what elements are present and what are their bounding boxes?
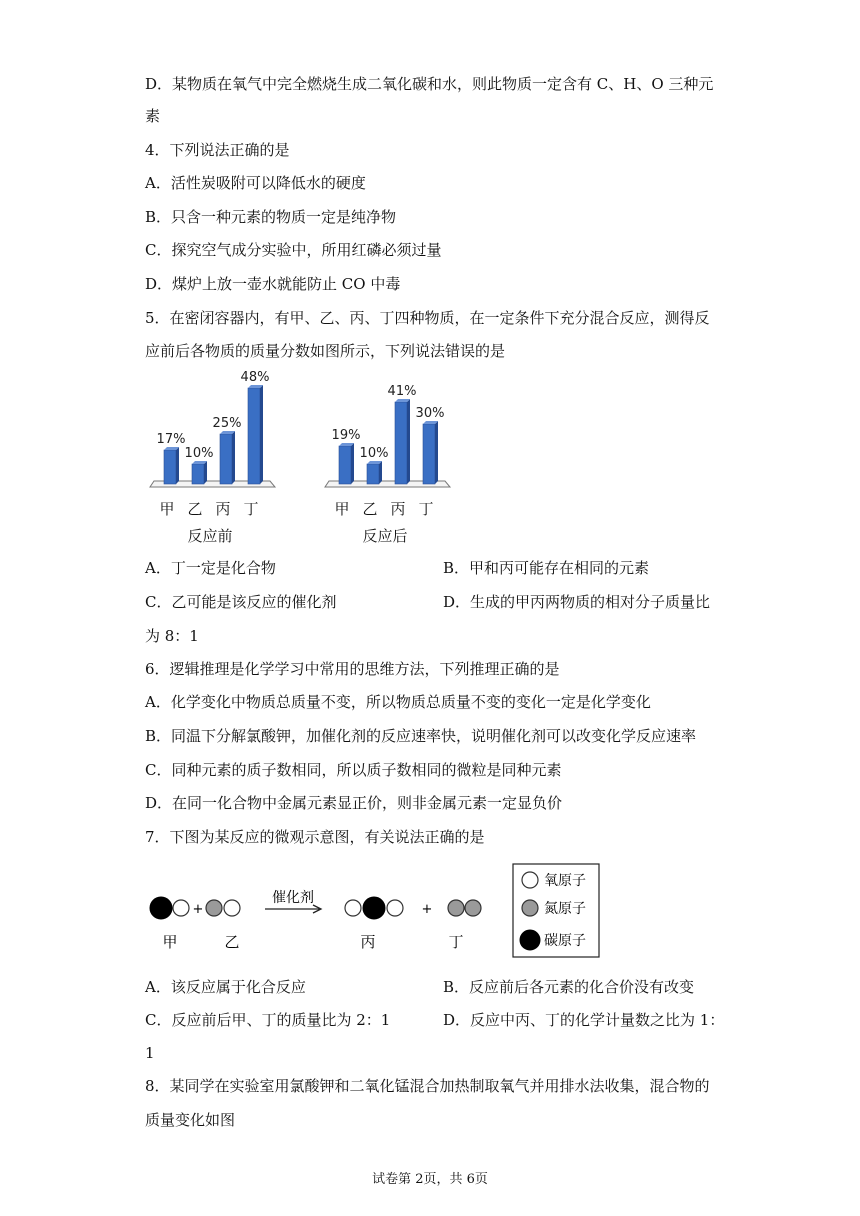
label-yi: 乙 <box>224 933 240 951</box>
q3-d-line1: D．某物质在氧气中完全燃烧生成二氧化碳和水，则此物质一定含有 C、H、O 三种元 <box>145 75 714 93</box>
chart-0-category-label-3: 丁 <box>243 500 259 518</box>
chart-1-bar-1 <box>367 464 379 484</box>
q7-reaction-diagram <box>0 860 860 960</box>
legend-oxygen-icon <box>522 872 538 888</box>
q4-option-c: C．探究空气成分实验中，所用红磷必须过量 <box>145 241 442 259</box>
chart-0-bar-0-side <box>176 447 179 484</box>
q6-option-b: B．同温下分解氯酸钾，加催化剂的反应速率快，说明催化剂可以改变化学反应速率 <box>145 727 697 745</box>
chart-1-category-label-1: 乙 <box>362 500 378 518</box>
q5-option-d: D．生成的甲丙两物质的相对分子质量比 <box>443 593 711 611</box>
q5-option-c: C．乙可能是该反应的催化剂 <box>145 593 337 611</box>
label-ding: 丁 <box>448 933 464 951</box>
chart-0-bar-1-side <box>204 461 207 484</box>
q5-stem-line2: 应前后各物质的质量分数如图所示，下列说法错误的是 <box>145 342 506 360</box>
catalyst-label: 催化剂 <box>272 890 314 906</box>
chart-0-bar-2 <box>220 434 232 484</box>
q7-stem: 7．下图为某反应的微观示意图，有关说法正确的是 <box>145 828 485 846</box>
reactant-plus-sign: + <box>192 902 204 917</box>
chart-0-category-label-0: 甲 <box>159 500 175 518</box>
chart-0-bar-2-side <box>232 431 235 484</box>
q5-option-d-cont: 为 8：1 <box>145 627 199 645</box>
q7-option-b: B．反应前后各元素的化合价没有改变 <box>443 978 695 996</box>
chart-0-category-label-1: 乙 <box>187 500 203 518</box>
molecule-bing-carbon-atom <box>363 897 385 919</box>
chart-0-category-label-2: 丙 <box>215 500 231 518</box>
chart-0-value-label-3: 48% <box>240 370 270 385</box>
product-plus-sign: + <box>421 902 433 917</box>
molecule-ding-nitrogen-atom-left <box>448 900 464 916</box>
chart-0-bar-3 <box>248 388 260 484</box>
molecule-jia-carbon-atom <box>150 897 172 919</box>
chart-1-bar-3-side <box>435 421 438 484</box>
legend-nitrogen-label: 氮原子 <box>544 901 586 917</box>
legend-oxygen-label: 氧原子 <box>544 873 586 889</box>
q7-option-a: A．该反应属于化合反应 <box>145 978 306 996</box>
label-bing: 丙 <box>360 933 376 951</box>
chart-1-category-label-0: 甲 <box>334 500 350 518</box>
chart-1-category-label-2: 丙 <box>390 500 406 518</box>
q8-stem-line2: 质量变化如图 <box>145 1111 236 1129</box>
chart-0-bar-1 <box>192 464 204 484</box>
chart-1-bar-0 <box>339 446 351 484</box>
molecule-yi-oxygen-atom <box>224 900 240 916</box>
page-footer: 试卷第 2页，共 6页 <box>372 1172 488 1187</box>
molecule-yi-nitrogen-atom <box>206 900 222 916</box>
chart-1-bar-2-side <box>407 399 410 484</box>
q3-d-line2: 素 <box>145 107 161 125</box>
chart-1-value-label-0: 19% <box>331 428 361 443</box>
chart-1-bar-1-side <box>379 461 382 484</box>
legend-carbon-icon <box>520 930 540 950</box>
legend-carbon-label: 碳原子 <box>544 933 586 949</box>
chart-0-value-label-2: 25% <box>212 416 242 431</box>
chart-0-bar-0 <box>164 450 176 484</box>
legend-nitrogen-icon <box>522 900 538 916</box>
q6-stem: 6．逻辑推理是化学学习中常用的思维方法，下列推理正确的是 <box>145 660 560 678</box>
q6-option-a: A．化学变化中物质总质量不变，所以物质总质量不变的变化一定是化学变化 <box>145 693 651 711</box>
q7-option-d: D．反应中丙、丁的化学计量数之比为 1： <box>443 1011 725 1029</box>
q6-option-c: C．同种元素的质子数相同，所以质子数相同的微粒是同种元素 <box>145 761 562 779</box>
q4-option-d: D．煤炉上放一壶水就能防止 CO 中毒 <box>145 275 401 293</box>
q5-stem-line1: 5．在密闭容器内，有甲、乙、丙、丁四种物质，在一定条件下充分混合反应，测得反 <box>145 309 710 327</box>
chart-1-bar-2 <box>395 402 407 484</box>
q6-option-d: D．在同一化合物中金属元素显正价，则非金属元素一定显负价 <box>145 794 563 812</box>
molecule-ding-nitrogen-atom-right <box>465 900 481 916</box>
chart-0-title: 反应前 <box>187 527 233 545</box>
molecule-bing-oxygen-atom-right <box>387 900 403 916</box>
chart-1-value-label-1: 10% <box>359 446 389 461</box>
q8-stem-line1: 8．某同学在实验室用氯酸钾和二氧化锰混合加热制取氧气并用排水法收集，混合物的 <box>145 1077 710 1095</box>
chart-1-bar-3 <box>423 424 435 484</box>
chart-1-title: 反应后 <box>362 527 408 545</box>
chart-1-value-label-3: 30% <box>415 406 445 421</box>
q7-option-d-cont: 1 <box>145 1044 155 1062</box>
chart-0-value-label-1: 10% <box>184 446 214 461</box>
q4-option-b: B．只含一种元素的物质一定是纯净物 <box>145 208 397 226</box>
q5-option-a: A．丁一定是化合物 <box>145 559 276 577</box>
q7-option-c: C．反应前后甲、丁的质量比为 2：1 <box>145 1011 391 1029</box>
molecule-bing-oxygen-atom-left <box>345 900 361 916</box>
chart-1-value-label-2: 41% <box>387 384 417 399</box>
q4-stem: 4．下列说法正确的是 <box>145 141 290 159</box>
chart-0-bar-3-side <box>260 385 263 484</box>
molecule-jia-oxygen-atom <box>173 900 189 916</box>
q4-option-a: A．活性炭吸附可以降低水的硬度 <box>145 174 366 192</box>
q5-bar-charts <box>0 360 860 555</box>
chart-1-bar-0-side <box>351 443 354 484</box>
label-jia: 甲 <box>162 933 178 951</box>
chart-0-value-label-0: 17% <box>156 432 186 447</box>
chart-1-category-label-3: 丁 <box>418 500 434 518</box>
q5-option-b: B．甲和丙可能存在相同的元素 <box>443 559 650 577</box>
